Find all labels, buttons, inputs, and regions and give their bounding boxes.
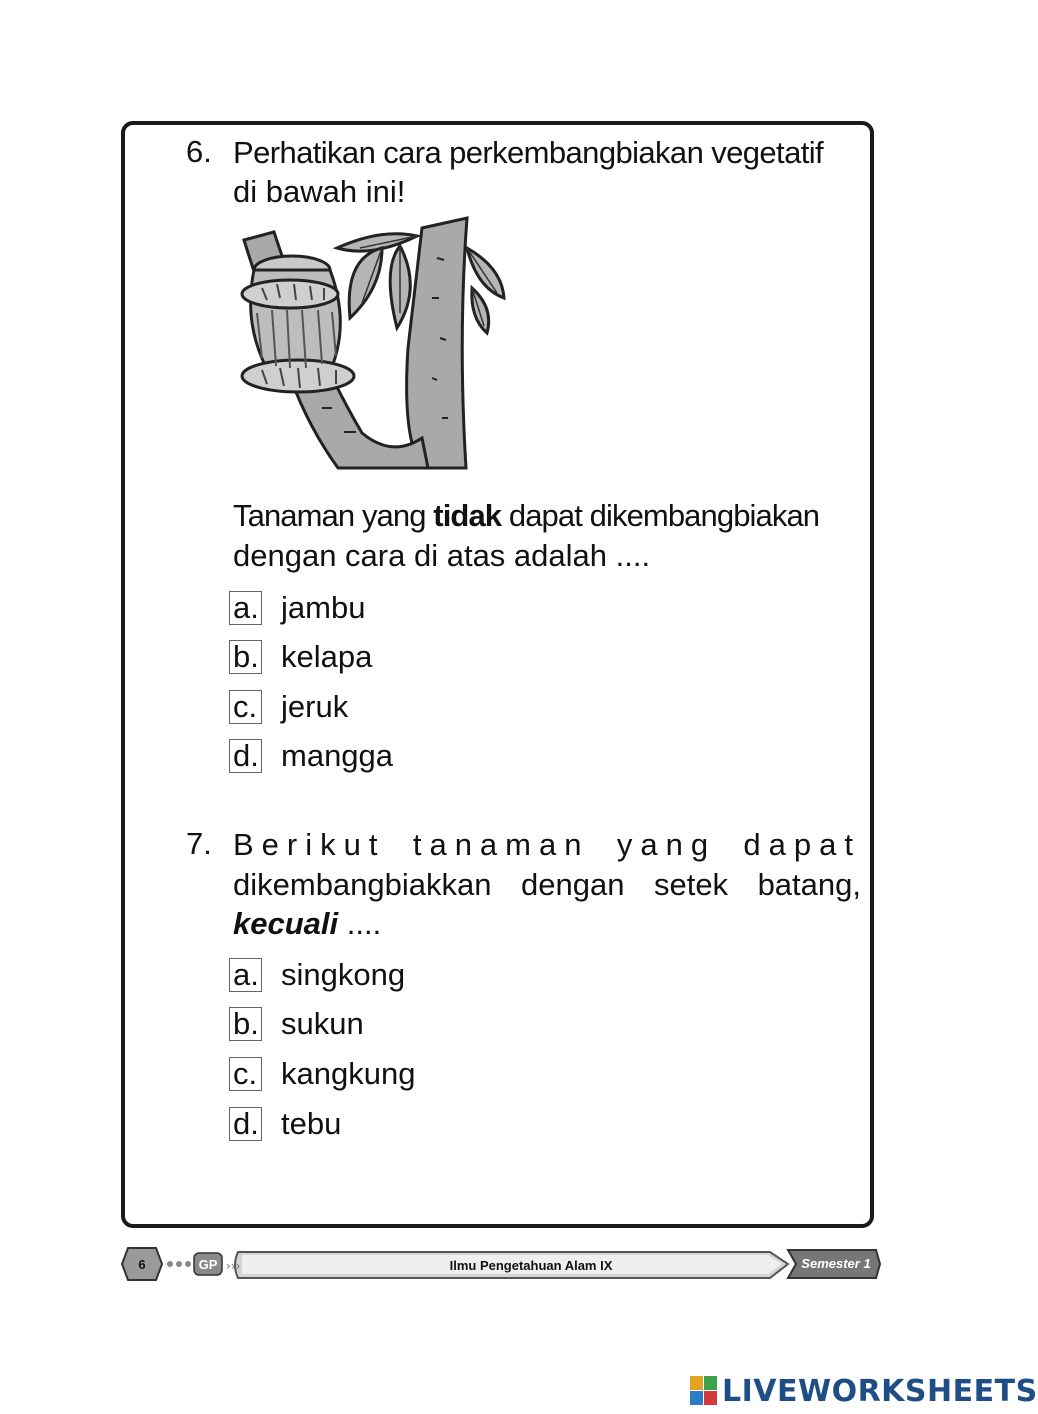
option-letter: b. [233, 639, 259, 674]
question-6-line-2: di bawah ini! [233, 174, 406, 209]
option-letter: c. [233, 1056, 258, 1091]
option-letter: a. [233, 590, 259, 625]
option-letter: d. [233, 1106, 259, 1141]
liveworksheets-logo-icon [690, 1376, 718, 1406]
question-6-number: 6. [186, 134, 212, 169]
question-6-prompt-line-2: dengan cara di atas adalah .... [233, 538, 651, 573]
option-letter: b. [233, 1006, 259, 1041]
option-label: kangkung [281, 1056, 416, 1091]
question-6-line-1: Perhatikan cara perkembangbiakan vegetatif [233, 135, 824, 170]
option-label: jambu [281, 590, 366, 625]
option-letter: d. [233, 738, 259, 773]
prompt-bold-word: tidak [433, 498, 502, 533]
prompt-text-after: dapat dikembangbiakan [501, 498, 820, 533]
semester-badge: Semester 1 [801, 1256, 871, 1271]
question-7-line-3 [233, 905, 861, 943]
liveworksheets-wordmark: LIVEWORKSHEETS [722, 1374, 1038, 1409]
question-7-number: 7. [186, 826, 212, 861]
page-number: 6 [138, 1257, 146, 1272]
question-6-prompt [233, 497, 861, 535]
option-label: sukun [281, 1006, 364, 1041]
question-7-line-2: dikembangbiakkan dengan setek batang, [233, 867, 861, 902]
emphasis-word: kecuali [233, 906, 339, 941]
prompt-text-before: Tanaman yang [233, 498, 434, 533]
air-layering-illustration [232, 218, 512, 470]
ellipsis: .... [338, 906, 382, 941]
chevrons-icon: ››› [226, 1259, 241, 1273]
question-7-line-1: Berikut tanaman yang dapat [233, 827, 861, 862]
option-label: tebu [281, 1106, 342, 1141]
option-letter: a. [233, 957, 259, 992]
publisher-logo: GP [198, 1257, 218, 1272]
option-letter: c. [233, 689, 258, 724]
option-label: mangga [281, 738, 394, 773]
option-label: singkong [281, 957, 406, 992]
subject-title: Ilmu Pengetahuan Alam IX [449, 1258, 613, 1273]
option-label: kelapa [281, 639, 373, 674]
option-label: jeruk [281, 689, 349, 724]
page-footer [120, 1244, 882, 1284]
